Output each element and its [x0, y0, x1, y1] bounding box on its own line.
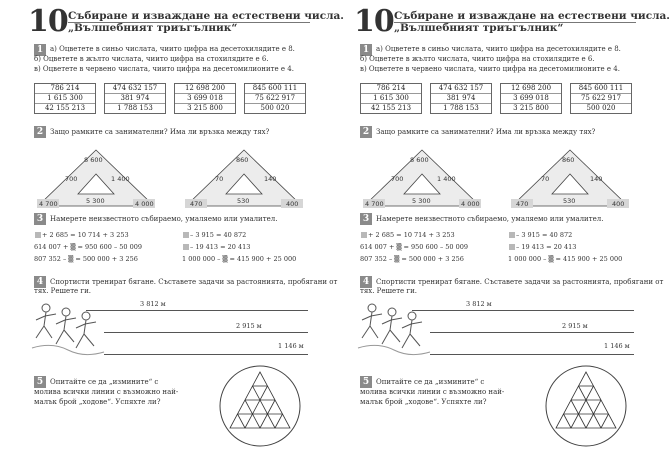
- grid-cell[interactable]: 381 974: [431, 94, 491, 104]
- grid-cell[interactable]: 500 020: [586, 104, 616, 112]
- task5-number: 5: [360, 376, 372, 388]
- task2-number: 2: [360, 126, 372, 138]
- tri2-bot-mid: 530: [563, 197, 576, 205]
- grid-cell[interactable]: 3 699 018: [175, 94, 235, 104]
- number-grid: [34, 83, 306, 114]
- grid-cell[interactable]: 500 020: [260, 104, 290, 112]
- distance-label-3: 1 146 м: [604, 342, 630, 350]
- number-grid: [360, 83, 632, 114]
- task3-right-eq-2: [182, 243, 250, 251]
- blank-box[interactable]: [183, 232, 189, 238]
- lesson-title-line2: „Вълшебният триъгълник“: [68, 22, 238, 34]
- runners-illustration: [358, 298, 430, 358]
- lesson-number: 10: [354, 4, 394, 39]
- grid-column: [34, 83, 96, 114]
- tri2-bot-mid: 530: [237, 197, 250, 205]
- grid-cell[interactable]: 1 615 300: [35, 94, 95, 104]
- task3-left-eq-2: 614 007 + ▒ = 950 600 – 50 009: [34, 243, 143, 251]
- equation-text: + 2 685 = 10 714 + 3 253: [368, 231, 455, 239]
- tri2-top: 860: [236, 156, 249, 164]
- task3-right-eq-3: 1 000 000 – ▒ = 415 900 + 25 000: [508, 255, 623, 263]
- magic-triangle-2: [510, 148, 630, 210]
- task2-number: 2: [34, 126, 46, 138]
- task4-number: 4: [360, 276, 372, 288]
- equation-text: + 2 685 = 10 714 + 3 253: [42, 231, 129, 239]
- tri1-bot-left: 4 700: [39, 200, 58, 208]
- tri2-mid-right: 140: [264, 175, 277, 183]
- blank-box[interactable]: [509, 232, 515, 238]
- blank-box[interactable]: [35, 232, 41, 238]
- task3-left-eq-3: 807 352 – ▒ = 500 000 + 3 256: [34, 255, 138, 263]
- tri2-top: 860: [562, 156, 575, 164]
- tri1-bot-mid: 5 300: [86, 197, 105, 205]
- grid-cell[interactable]: 12 698 200: [501, 84, 561, 94]
- grid-cell[interactable]: 3 215 800: [187, 104, 223, 112]
- task5-line2: молива всички линии с възможно най-: [34, 388, 179, 396]
- task4-line2: тях. Решете ги.: [360, 287, 417, 295]
- magic-triangle-1: [36, 148, 156, 210]
- task4-line1: Спортисти тренират бягане. Съставете задачи за растоянията, пробягани от: [50, 278, 338, 286]
- blank-box[interactable]: [361, 232, 367, 238]
- distance-line-1: [86, 310, 308, 311]
- distance-label-3: 1 146 м: [278, 342, 304, 350]
- tri1-bot-right: 4 000: [135, 200, 154, 208]
- tri2-bot-right: 400: [286, 200, 299, 208]
- equation-text: – 19 413 = 20 413: [190, 243, 251, 251]
- task1-line-a: а) Оцветете в синьо числата, чиито цифра на десетохилядите е 8.: [376, 45, 621, 53]
- distance-line-3: [104, 354, 308, 355]
- title-rule: [394, 22, 636, 23]
- grid-cell[interactable]: 12 698 200: [175, 84, 235, 94]
- lesson-title-line1: Събиране и изваждане на естествени числа.: [68, 10, 344, 22]
- grid-cell[interactable]: 75 622 917: [245, 94, 305, 104]
- grid-cell[interactable]: 42 155 213: [44, 104, 86, 112]
- tri1-bot-left: 4 700: [365, 200, 384, 208]
- task1-line-b: б) Оцветете в жълто числата, чиито цифра на стохилядите е 6.: [34, 55, 269, 63]
- tri1-mid-left: 700: [391, 175, 404, 183]
- task5-line1: Опитайте се да „измините“ с: [50, 378, 159, 386]
- task3-right-eq-1: [508, 231, 572, 239]
- distance-label-1: 3 812 м: [140, 300, 166, 308]
- task3-right-eq-3: 1 000 000 – ▒ = 415 900 + 25 000: [182, 255, 297, 263]
- task3-instruction: Намерете неизвестното събираемо, умаляемо или умалител.: [50, 215, 278, 223]
- task4-line2: тях. Решете ги.: [34, 287, 91, 295]
- grid-cell[interactable]: 845 600 111: [571, 84, 631, 94]
- task3-left-eq-2: 614 007 + ▒ = 950 600 – 50 009: [360, 243, 469, 251]
- lesson-number: 10: [28, 4, 68, 39]
- page-left: [14, 0, 344, 452]
- grid-column: [174, 83, 236, 114]
- distance-label-1: 3 812 м: [466, 300, 492, 308]
- tri2-bot-left: 470: [516, 200, 529, 208]
- task5-number: 5: [34, 376, 46, 388]
- distance-line-3: [430, 354, 634, 355]
- blank-box[interactable]: [509, 244, 515, 250]
- puzzle-circle-triangle: [218, 364, 302, 448]
- grid-cell[interactable]: 1 788 153: [443, 104, 479, 112]
- grid-column: [360, 83, 422, 114]
- tri1-bot-right: 4 000: [461, 200, 480, 208]
- task5-line2: молива всички линии с възможно най-: [360, 388, 505, 396]
- task2-question: Защо рамките са занимателни? Има ли връзка между тях?: [376, 128, 596, 136]
- task4-line1: Спортисти тренират бягане. Съставете задачи за растоянията, пробягани от: [376, 278, 664, 286]
- task5-line3: малък брой „ходове“. Успяхте ли?: [360, 398, 487, 406]
- page-right: [340, 0, 670, 452]
- grid-cell[interactable]: 845 600 111: [245, 84, 305, 94]
- grid-cell[interactable]: 1 788 153: [117, 104, 153, 112]
- tri1-top: 8 600: [410, 156, 429, 164]
- tri2-mid-left: 70: [541, 175, 550, 183]
- distance-line-2: [430, 332, 634, 333]
- grid-cell[interactable]: 786 214: [35, 84, 95, 94]
- grid-column: [430, 83, 492, 114]
- task3-left-eq-1: [360, 231, 455, 239]
- task2-question: Защо рамките са занимателни? Има ли връзка между тях?: [50, 128, 270, 136]
- grid-cell[interactable]: 42 155 213: [370, 104, 412, 112]
- grid-cell[interactable]: 3 699 018: [501, 94, 561, 104]
- task3-instruction: Намерете неизвестното събираемо, умаляемо или умалител.: [376, 215, 604, 223]
- equation-text: – 3 915 = 40 872: [516, 231, 573, 239]
- distance-line-2: [104, 332, 308, 333]
- magic-triangle-1: [362, 148, 482, 210]
- task1-line-a: а) Оцветете в синьо числата, чиито цифра на десетохилядите е 8.: [50, 45, 295, 53]
- grid-cell[interactable]: 1 615 300: [361, 94, 421, 104]
- task3-right-eq-1: [182, 231, 246, 239]
- puzzle-circle-triangle: [544, 364, 628, 448]
- tri2-mid-left: 70: [215, 175, 224, 183]
- tri1-mid-right: 1 400: [437, 175, 456, 183]
- distance-line-1: [412, 310, 634, 311]
- tri1-bot-mid: 5 300: [412, 197, 431, 205]
- equation-text: – 19 413 = 20 413: [516, 243, 577, 251]
- equation-text: – 3 915 = 40 872: [190, 231, 247, 239]
- lesson-title-line1: Събиране и изваждане на естествени числа.: [394, 10, 670, 22]
- task1-line-b: б) Оцветете в жълто числата, чиито цифра на стохилядите е 6.: [360, 55, 595, 63]
- task3-number: 3: [34, 213, 46, 225]
- grid-cell[interactable]: 786 214: [361, 84, 421, 94]
- task3-right-eq-2: [508, 243, 576, 251]
- grid-column: [104, 83, 166, 114]
- grid-column: [244, 83, 306, 114]
- grid-cell[interactable]: 474 632 157: [431, 84, 491, 94]
- distance-label-2: 2 915 м: [562, 322, 588, 330]
- grid-column: [500, 83, 562, 114]
- tri1-mid-left: 700: [65, 175, 78, 183]
- task5-line3: малък брой „ходове“. Успяхте ли?: [34, 398, 161, 406]
- tri2-mid-right: 140: [590, 175, 603, 183]
- grid-column: [570, 83, 632, 114]
- task3-number: 3: [360, 213, 372, 225]
- grid-cell[interactable]: 474 632 157: [105, 84, 165, 94]
- task3-left-eq-1: [34, 231, 129, 239]
- grid-cell[interactable]: 3 215 800: [513, 104, 549, 112]
- tri2-bot-right: 400: [612, 200, 625, 208]
- lesson-title-line2: „Вълшебният триъгълник“: [394, 22, 564, 34]
- tri1-mid-right: 1 400: [111, 175, 130, 183]
- title-rule: [68, 22, 310, 23]
- task4-number: 4: [34, 276, 46, 288]
- task1-line-c: в) Оцветете в червено числата, чиито цифра на десетомилионите е 4.: [360, 65, 620, 73]
- grid-cell[interactable]: 75 622 917: [571, 94, 631, 104]
- tri1-top: 8 600: [84, 156, 103, 164]
- runners-illustration: [32, 298, 104, 358]
- task3-left-eq-3: 807 352 – ▒ = 500 000 + 3 256: [360, 255, 464, 263]
- task1-number: 1: [360, 44, 372, 56]
- task5-line1: Опитайте се да „измините“ с: [376, 378, 485, 386]
- grid-cell[interactable]: 381 974: [105, 94, 165, 104]
- distance-label-2: 2 915 м: [236, 322, 262, 330]
- blank-box[interactable]: [183, 244, 189, 250]
- task1-number: 1: [34, 44, 46, 56]
- task1-line-c: в) Оцветете в червено числата, чиито цифра на десетомилионите е 4.: [34, 65, 294, 73]
- tri2-bot-left: 470: [190, 200, 203, 208]
- magic-triangle-2: [184, 148, 304, 210]
